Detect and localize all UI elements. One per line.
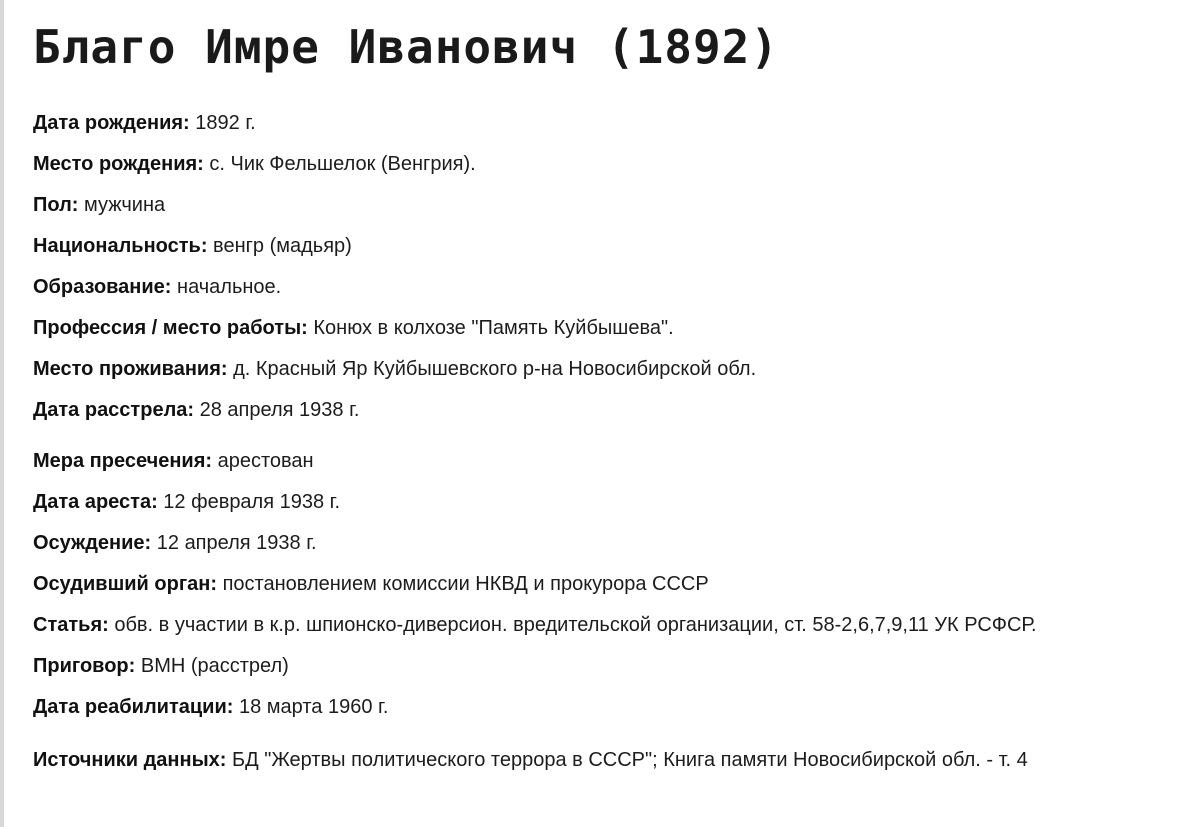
field-label: Дата ареста: bbox=[33, 491, 158, 513]
field-label: Осуждение: bbox=[33, 532, 152, 554]
field-label: Мера пресечения: bbox=[33, 450, 213, 472]
field-value: 12 апреля 1938 г. bbox=[151, 532, 317, 554]
field-label: Образование: bbox=[33, 276, 172, 298]
record-section-sources bbox=[33, 740, 1173, 781]
field-label: Профессия / место работы: bbox=[33, 317, 308, 339]
field-value: мужчина bbox=[78, 194, 166, 216]
field-arrest-date bbox=[33, 482, 1173, 523]
field-restraint bbox=[33, 441, 1173, 482]
field-label: Национальность: bbox=[33, 235, 208, 257]
field-rehabilitation-date bbox=[33, 687, 1173, 728]
page-left-border bbox=[0, 0, 4, 827]
field-value: 12 февраля 1938 г. bbox=[157, 491, 341, 513]
field-value: венгр (мадьяр) bbox=[207, 235, 352, 257]
field-value: с. Чик Фельшелок (Венгрия). bbox=[203, 153, 476, 175]
field-execution-date bbox=[33, 390, 1173, 431]
field-label: Статья: bbox=[33, 614, 109, 636]
field-value: БД "Жертвы политического террора в СССР"; Книга памяти Новосибирской обл. - т. 4 bbox=[226, 749, 1028, 771]
field-education bbox=[33, 267, 1173, 308]
field-convicting-body bbox=[33, 564, 1173, 605]
field-occupation bbox=[33, 308, 1173, 349]
field-label: Пол: bbox=[33, 194, 79, 216]
field-residence bbox=[33, 349, 1173, 390]
field-sex bbox=[33, 185, 1173, 226]
field-value: Конюх в колхозе "Память Куйбышева". bbox=[307, 317, 674, 339]
field-birth-date bbox=[33, 103, 1173, 144]
field-value: постановлением комиссии НКВД и прокурора СССР bbox=[217, 573, 709, 595]
field-label: Дата реабилитации: bbox=[33, 696, 234, 718]
field-value: 1892 г. bbox=[189, 112, 256, 134]
field-value: 18 марта 1960 г. bbox=[233, 696, 389, 718]
field-value: арестован bbox=[212, 450, 314, 472]
field-label: Дата рождения: bbox=[33, 112, 190, 134]
field-conviction-date bbox=[33, 523, 1173, 564]
field-label: Место рождения: bbox=[33, 153, 204, 175]
field-value: 28 апреля 1938 г. bbox=[194, 399, 360, 421]
field-value: обв. в участии в к.р. шпионско-диверсион. вредительской организации, ст. 58-2,6,7,9,11 УК РСФСР. bbox=[108, 614, 1037, 636]
field-value: ВМН (расстрел) bbox=[135, 655, 289, 677]
field-value: начальное. bbox=[171, 276, 282, 298]
record-section-personal bbox=[33, 103, 1173, 431]
field-birth-place bbox=[33, 144, 1173, 185]
record-page bbox=[33, 18, 1173, 781]
field-sources bbox=[33, 740, 1173, 781]
record-section-case bbox=[33, 441, 1173, 728]
field-value: д. Красный Яр Куйбышевского р-на Новосибирской обл. bbox=[227, 358, 757, 380]
field-sentence bbox=[33, 646, 1173, 687]
field-label: Приговор: bbox=[33, 655, 136, 677]
field-nationality bbox=[33, 226, 1173, 267]
field-label: Место проживания: bbox=[33, 358, 228, 380]
page-title: Благо Имре Иванович (1892) bbox=[33, 20, 780, 74]
field-label: Осудивший орган: bbox=[33, 573, 218, 595]
field-article bbox=[33, 605, 1173, 646]
field-label: Дата расстрела: bbox=[33, 399, 195, 421]
field-label: Источники данных: bbox=[33, 749, 227, 771]
